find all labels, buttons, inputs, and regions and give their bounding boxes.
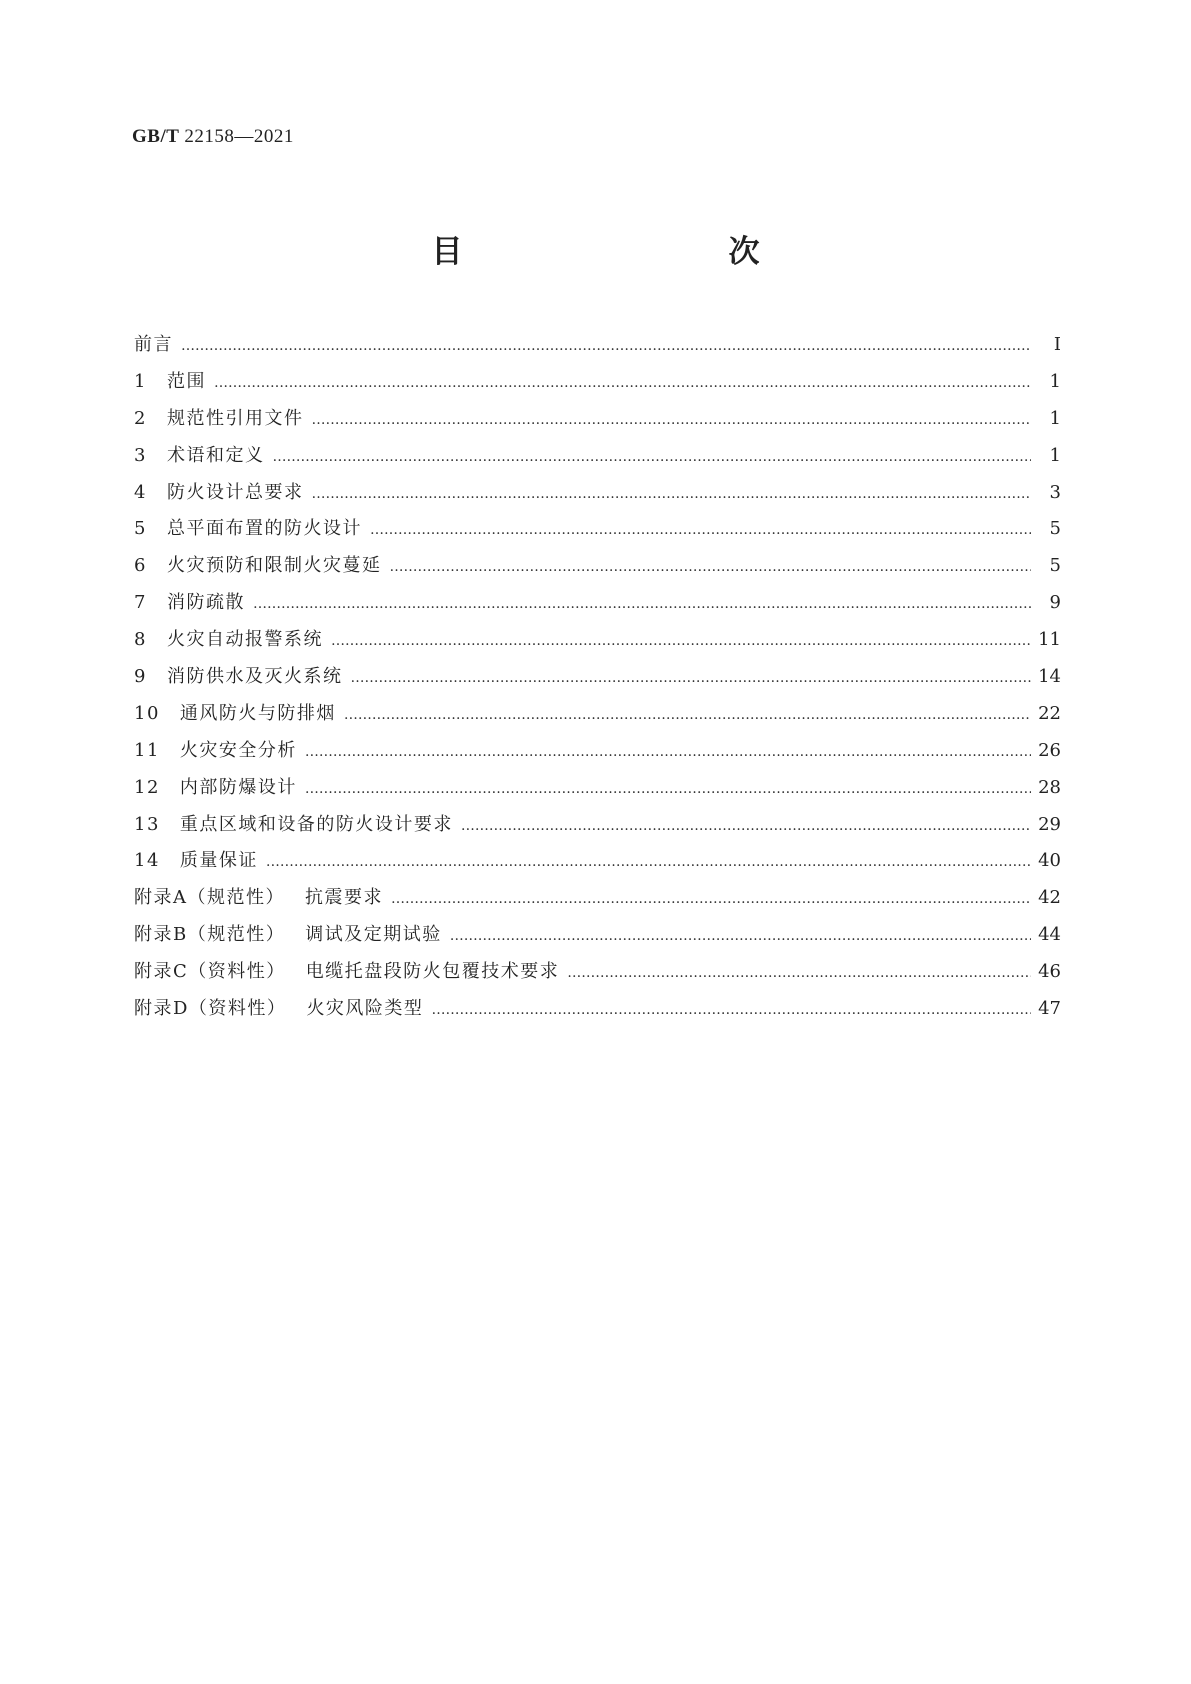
toc-entry[interactable] <box>134 625 1061 662</box>
toc-entry[interactable] <box>134 994 1061 1031</box>
toc-leader-dots <box>253 596 1031 612</box>
toc-entry-title: 前言 <box>134 334 173 355</box>
toc-leader-dots <box>305 744 1031 760</box>
toc-leader-dots <box>344 707 1031 723</box>
toc-entry-page: 47 <box>1038 998 1061 1020</box>
toc-entry[interactable] <box>134 514 1061 551</box>
toc-leader-dots <box>305 781 1031 797</box>
toc-leader-dots <box>331 633 1031 649</box>
toc-entry-page: 1 <box>1049 444 1061 466</box>
toc-entry-page: 14 <box>1038 666 1061 688</box>
toc-entry-page: 29 <box>1038 813 1061 835</box>
toc-entry-title: 火灾预防和限制火灾蔓延 <box>166 555 382 577</box>
toc-entry-number: 9 <box>134 666 147 688</box>
table-of-contents <box>134 330 1061 1031</box>
toc-entry-number: 10 <box>134 702 160 724</box>
toc-entry[interactable] <box>134 920 1061 957</box>
toc-entry-page: 11 <box>1038 629 1061 651</box>
toc-leader-dots <box>450 928 1031 944</box>
toc-entry-title: 术语和定义 <box>166 444 265 466</box>
toc-entry-title: 规范性引用文件 <box>166 407 304 429</box>
toc-entry-number: 2 <box>134 407 147 429</box>
toc-leader-dots <box>311 486 1031 502</box>
toc-leader-dots <box>389 559 1031 575</box>
toc-leader-dots <box>266 854 1031 870</box>
toc-entry-page: 26 <box>1038 739 1061 761</box>
toc-leader-dots <box>311 412 1031 428</box>
toc-entry-page: 28 <box>1038 776 1061 798</box>
toc-entry-page: 5 <box>1049 555 1061 577</box>
toc-leader-dots <box>461 818 1031 834</box>
toc-entry-number: 6 <box>134 555 147 577</box>
toc-entry-page: 46 <box>1038 961 1061 983</box>
toc-entry-number: 附录A（规范性） <box>134 887 285 909</box>
toc-entry-number: 附录B（规范性） <box>134 924 286 946</box>
toc-leader-dots <box>350 670 1031 686</box>
toc-leader-dots <box>370 522 1031 538</box>
page-title: 目 次 <box>431 234 828 270</box>
toc-entry-number: 3 <box>134 444 147 466</box>
toc-entry[interactable] <box>134 662 1061 699</box>
toc-entry-title: 防火设计总要求 <box>166 481 304 503</box>
toc-entry-title: 内部防爆设计 <box>179 776 297 798</box>
toc-entry-title: 火灾安全分析 <box>179 739 297 761</box>
toc-entry-page: 1 <box>1049 407 1061 429</box>
toc-entry-page: 42 <box>1038 887 1061 909</box>
toc-entry-title: 通风防火与防排烟 <box>179 702 336 724</box>
toc-entry-page: 40 <box>1038 850 1061 872</box>
toc-entry[interactable] <box>134 773 1061 810</box>
toc-leader-dots <box>181 338 1031 354</box>
toc-entry-title: 总平面布置的防火设计 <box>166 518 362 540</box>
toc-entry[interactable] <box>134 810 1061 847</box>
standard-code <box>132 126 294 148</box>
toc-entry-title: 调试及定期试验 <box>305 924 442 946</box>
toc-entry-number: 4 <box>134 481 147 503</box>
toc-leader-dots <box>431 1002 1031 1018</box>
toc-entry[interactable] <box>134 441 1061 478</box>
toc-entry-number: 14 <box>134 850 160 872</box>
toc-entry[interactable] <box>134 699 1061 736</box>
toc-entry-title: 电缆托盘段防火包覆技术要求 <box>305 961 560 983</box>
standard-code-number: 22158—2021 <box>184 126 294 147</box>
toc-entry-title: 火灾风险类型 <box>306 998 424 1020</box>
toc-entry-page: 5 <box>1049 518 1061 540</box>
toc-entry-title: 范围 <box>166 370 206 392</box>
toc-entry[interactable] <box>134 883 1061 920</box>
toc-entry-page: 1 <box>1049 370 1061 392</box>
toc-entry-number: 1 <box>134 370 147 392</box>
toc-leader-dots <box>567 965 1031 981</box>
toc-entry-number: 13 <box>134 813 160 835</box>
toc-leader-dots <box>391 891 1031 907</box>
toc-entry[interactable] <box>134 551 1061 588</box>
toc-entry[interactable] <box>134 404 1061 441</box>
standard-code-prefix: GB/T <box>132 126 180 147</box>
toc-entry-number: 11 <box>134 739 160 761</box>
toc-entry[interactable] <box>134 330 1061 367</box>
toc-entry-page: 3 <box>1049 481 1061 503</box>
toc-entry-page: 44 <box>1038 924 1061 946</box>
toc-entry[interactable] <box>134 846 1061 883</box>
toc-entry-title: 消防供水及灭火系统 <box>166 666 343 688</box>
toc-entry[interactable] <box>134 736 1061 773</box>
toc-entry-number: 5 <box>134 518 147 540</box>
toc-entry[interactable] <box>134 478 1061 515</box>
toc-entry[interactable] <box>134 957 1061 994</box>
toc-entry-page: 22 <box>1038 702 1061 724</box>
toc-entry-number: 附录C（资料性） <box>134 961 286 983</box>
toc-entry-number: 12 <box>134 776 160 798</box>
toc-entry-title: 消防疏散 <box>166 592 245 614</box>
toc-entry-number: 8 <box>134 629 147 651</box>
toc-entry-page: 9 <box>1049 592 1061 614</box>
toc-entry-title: 重点区域和设备的防火设计要求 <box>179 813 453 835</box>
toc-entry[interactable] <box>134 588 1061 625</box>
toc-entry-title: 火灾自动报警系统 <box>166 629 323 651</box>
toc-entry-title: 质量保证 <box>179 850 258 872</box>
toc-leader-dots <box>214 375 1031 391</box>
toc-entry-title: 抗震要求 <box>305 887 383 909</box>
toc-entry[interactable] <box>134 367 1061 404</box>
toc-entry-number: 7 <box>134 592 147 614</box>
toc-entry-page: Ⅰ <box>1053 334 1061 355</box>
toc-entry-number: 附录D（资料性） <box>134 998 287 1020</box>
toc-leader-dots <box>272 449 1031 465</box>
